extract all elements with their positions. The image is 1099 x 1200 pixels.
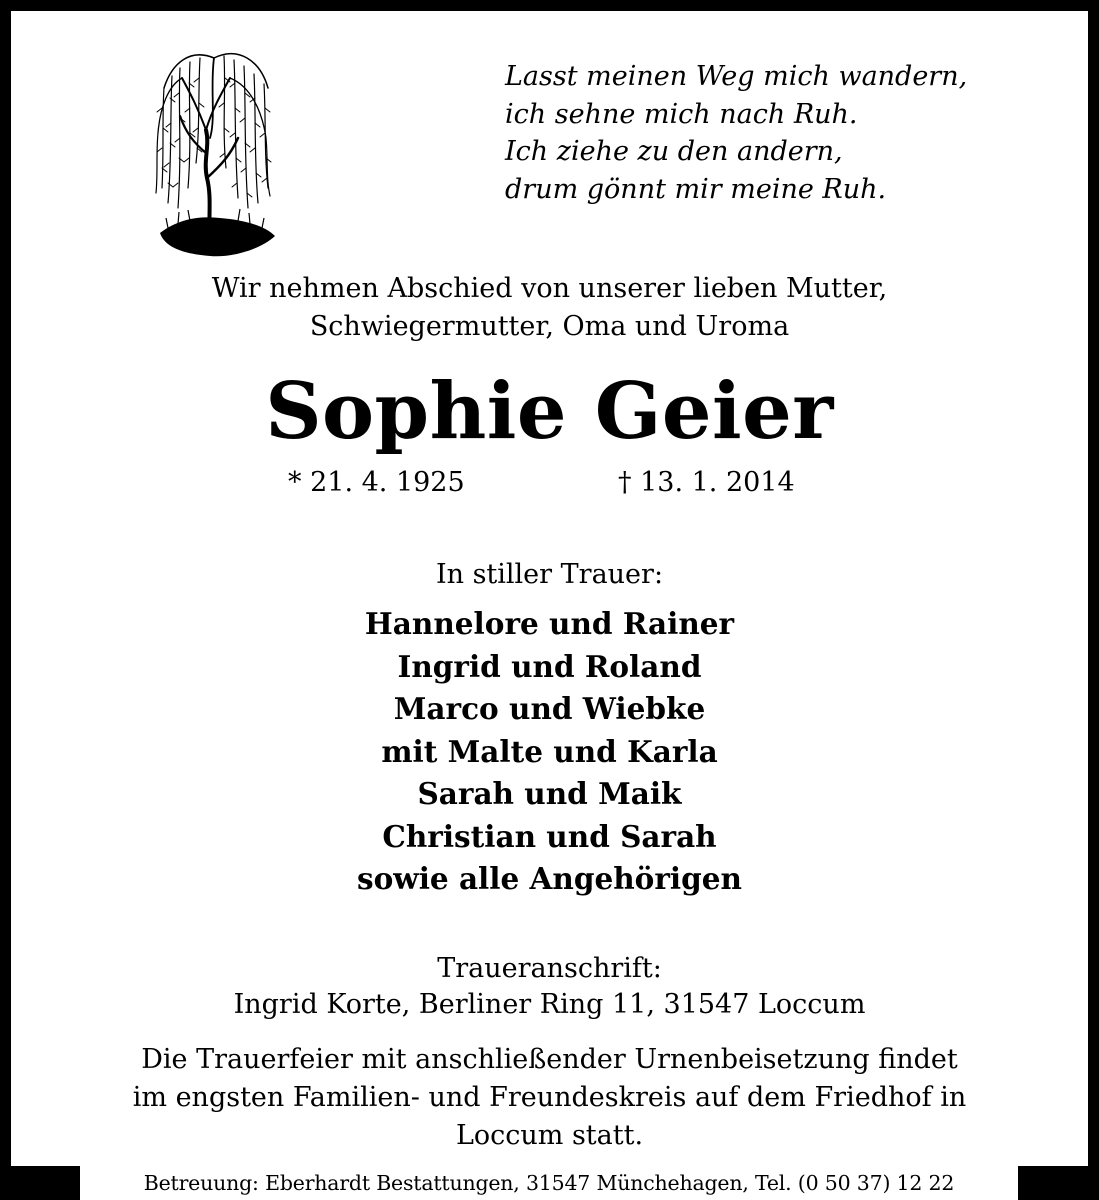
ceremony-line: Die Trauerfeier mit anschließender Urnenbeisetzung findet [141,1044,958,1075]
ceremony-line: im engsten Familien- und Freundeskreis auf dem Friedhof in [132,1082,967,1113]
farewell-intro [0,270,1099,346]
ceremony-notice [0,1041,1099,1155]
weeping-willow-icon [150,38,280,263]
ceremony-line: Loccum statt. [455,1120,644,1151]
address-heading: Traueranschrift: [437,953,662,984]
poem-line: drum gönnt mir meine Ruh. [505,173,887,205]
mourners-list [0,603,1099,901]
poem-line: ich sehne mich nach Ruh. [505,98,858,130]
poem-line: Lasst meinen Weg mich wandern, [505,61,968,92]
funeral-home-footer: Betreuung: Eberhardt Bestattungen, 31547 Münchehagen, Tel. (0 50 37) 12 22 [80,1166,1018,1200]
mourners-heading: In stiller Trauer: [435,559,664,590]
mourner-name: mit Malte und Karla [381,733,718,769]
mourner-name: Sarah und Maik [417,776,682,811]
intro-line: Wir nehmen Abschied von unserer lieben Mutter, [211,273,888,304]
mourner-name: Hannelore und Rainer [364,606,735,641]
poem-line: Ich ziehe zu den andern, [505,136,843,167]
deceased-name: Sophie Geier [265,366,834,457]
death-date: † 13. 1. 2014 [618,467,795,498]
mourner-name: Christian und Sarah [382,818,717,854]
mourner-name: Marco und Wiebke [393,691,706,726]
poem [505,58,967,208]
mourner-name: sowie alle Angehörigen [357,861,742,896]
mourning-address: Ingrid Korte, Berliner Ring 11, 31547 Loccum [233,989,866,1020]
intro-line: Schwiegermutter, Oma und Uroma [309,311,790,342]
mourner-name: Ingrid und Roland [397,648,702,684]
birth-date: * 21. 4. 1925 [288,467,465,498]
